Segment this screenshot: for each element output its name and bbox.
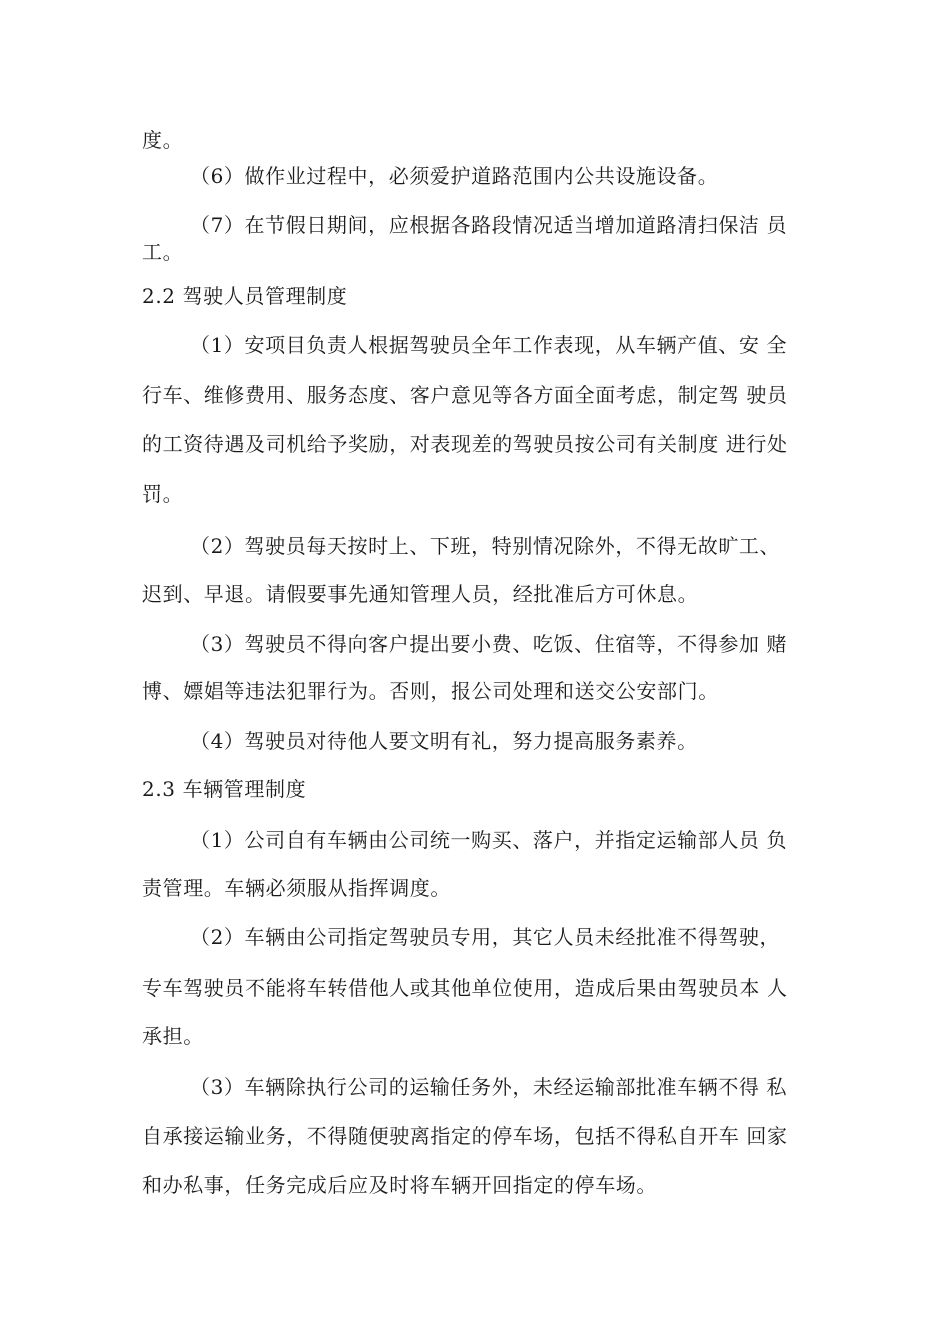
paragraph-line: 工。 bbox=[142, 240, 184, 264]
paragraph-line: （3）驾驶员不得向客户提出要小费、吃饭、住宿等，不得参加 赌 bbox=[190, 632, 788, 656]
section-heading: 2.3 车辆管理制度 bbox=[142, 777, 307, 801]
section-heading: 2.2 驾驶人员管理制度 bbox=[142, 284, 348, 308]
paragraph-line: （3）车辆除执行公司的运输任务外，未经运输部批准车辆不得 私 bbox=[190, 1075, 788, 1099]
paragraph-line: 承担。 bbox=[142, 1024, 204, 1048]
paragraph-line: 行车、维修费用、服务态度、客户意见等各方面全面考虑，制定驾 驶员 bbox=[142, 383, 788, 407]
paragraph-line: 迟到、早退。请假要事先通知管理人员，经批准后方可休息。 bbox=[142, 582, 699, 606]
paragraph-line: （7）在节假日期间，应根据各路段情况适当增加道路清扫保洁 员 bbox=[190, 213, 788, 237]
paragraph-line: 和办私事，任务完成后应及时将车辆开回指定的停车场。 bbox=[142, 1173, 657, 1197]
paragraph-line: 度。 bbox=[142, 128, 184, 152]
paragraph-line: 罚。 bbox=[142, 482, 184, 506]
paragraph-line: 自承接运输业务，不得随便驶离指定的停车场，包括不得私自开车 回家 bbox=[142, 1124, 788, 1148]
paragraph-line: （6）做作业过程中，必须爱护道路范围内公共设施设备。 bbox=[190, 164, 719, 188]
paragraph-line: 博、嫖娼等违法犯罪行为。否则，报公司处理和送交公安部门。 bbox=[142, 679, 719, 703]
paragraph-line: 责管理。车辆必须服从指挥调度。 bbox=[142, 876, 451, 900]
paragraph-line: （4）驾驶员对待他人要文明有礼，努力提高服务素养。 bbox=[190, 729, 698, 753]
paragraph-line: 的工资待遇及司机给予奖励，对表现差的驾驶员按公司有关制度 进行处 bbox=[142, 432, 788, 456]
paragraph-line: 专车驾驶员不能将车转借他人或其他单位使用，造成后果由驾驶员本 人 bbox=[142, 976, 788, 1000]
paragraph-line: （1）公司自有车辆由公司统一购买、落户，并指定运输部人员 负 bbox=[190, 828, 788, 852]
paragraph-line: （1）安项目负责人根据驾驶员全年工作表现，从车辆产值、安 全 bbox=[190, 333, 788, 357]
paragraph-line: （2）驾驶员每天按时上、下班，特别情况除外，不得无故旷工、 bbox=[190, 534, 781, 558]
paragraph-line: （2）车辆由公司指定驾驶员专用，其它人员未经批准不得驾驶， bbox=[190, 925, 781, 949]
